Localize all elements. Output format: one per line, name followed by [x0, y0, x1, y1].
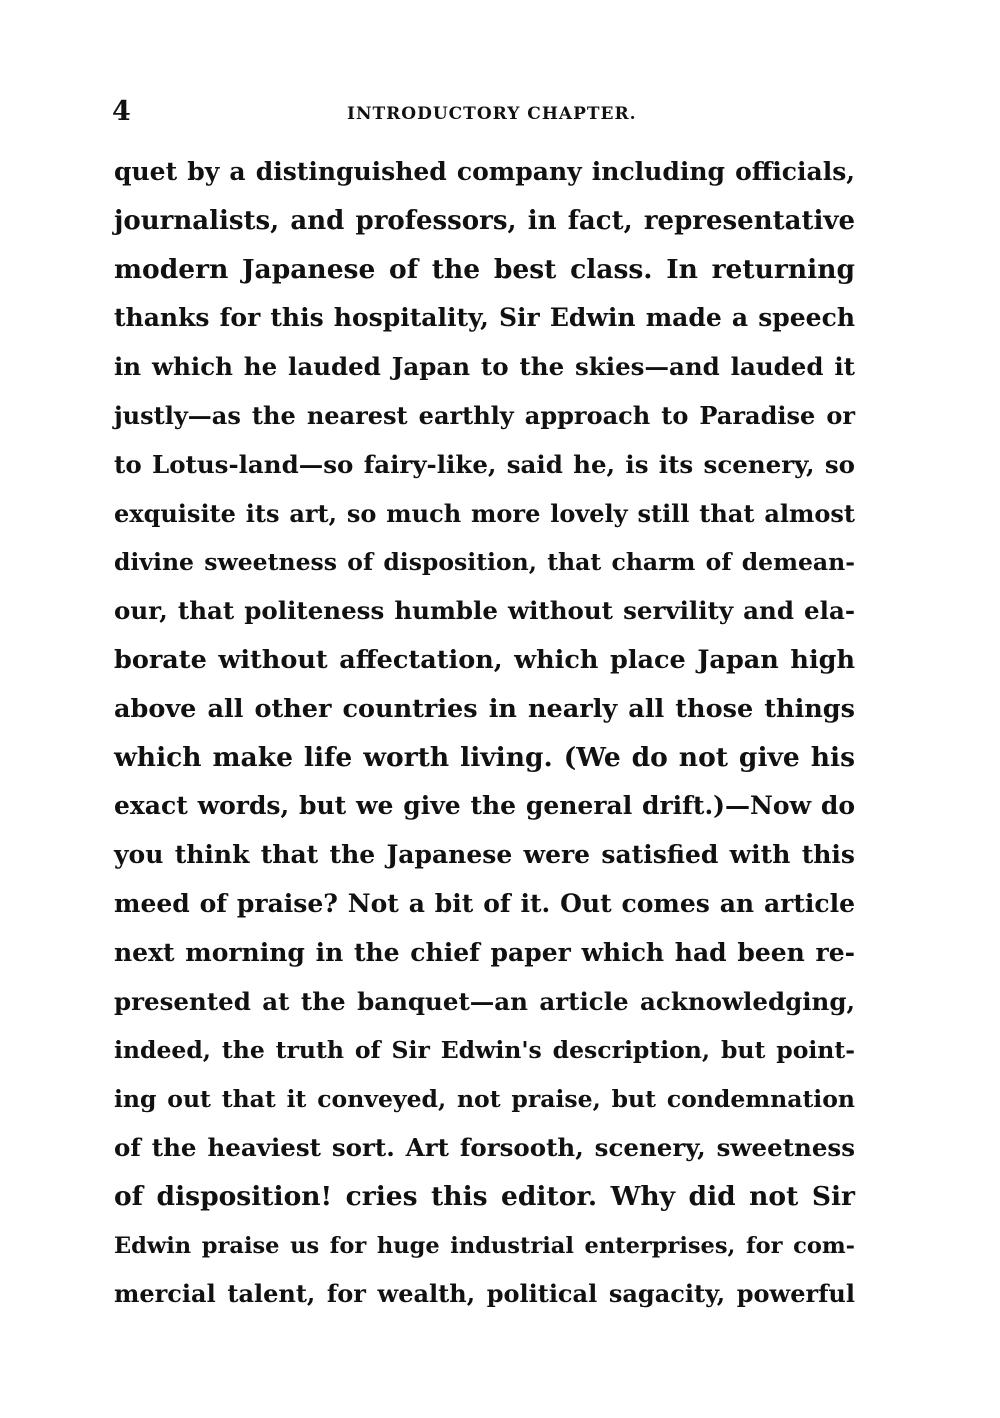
chapter-title: INTRODUCTORY CHAPTER.: [347, 104, 637, 124]
text-line: our, that politeness humble without servility and ela-: [114, 596, 855, 626]
text-line: modern Japanese of the best class. In returning: [114, 253, 855, 285]
text-line: indeed, the truth of Sir Edwin's description, but point-: [114, 1036, 855, 1065]
running-head: [112, 92, 857, 132]
text-line: ing out that it conveyed, not praise, but condemnation: [114, 1085, 855, 1114]
text-line: borate without affectation, which place Japan high: [114, 644, 855, 675]
page-number: 4: [112, 96, 131, 127]
text-line: you think that the Japanese were satisfied with this: [114, 840, 855, 870]
text-line: quet by a distinguished company including officials,: [114, 157, 855, 186]
text-line: Edwin praise us for huge industrial enterprises, for com-: [114, 1232, 855, 1259]
text-line: of disposition! cries this editor. Why did not Sir: [114, 1180, 855, 1212]
text-line: journalists, and professors, in fact, representative: [114, 205, 855, 236]
text-line: mercial talent, for wealth, political sagacity, powerful: [114, 1279, 855, 1309]
text-line: presented at the banquet—an article acknowledging,: [114, 986, 855, 1016]
text-line: meed of praise? Not a bit of it. Out comes an article: [114, 888, 855, 918]
text-line: in which he lauded Japan to the skies—and lauded it: [114, 352, 855, 382]
text-line: exquisite its art, so much more lovely still that almost: [114, 498, 855, 528]
text-line: thanks for this hospitality, Sir Edwin made a speech: [114, 303, 855, 333]
text-line: divine sweetness of disposition, that charm of demean-: [114, 548, 855, 577]
text-line: to Lotus-land—so fairy-like, said he, is its scenery, so: [114, 449, 855, 479]
text-line: above all other countries in nearly all those things: [114, 693, 855, 724]
text-line: which make life worth living. (We do not give his: [114, 741, 855, 773]
text-line: justly—as the nearest earthly approach to Paradise or: [114, 400, 855, 430]
body-text: [114, 148, 855, 1319]
text-line: next morning in the chief paper which had been re-: [114, 937, 855, 967]
text-line: of the heaviest sort. Art forsooth, scenery, sweetness: [114, 1132, 855, 1162]
text-line: exact words, but we give the general drift.)—Now do: [114, 791, 855, 821]
